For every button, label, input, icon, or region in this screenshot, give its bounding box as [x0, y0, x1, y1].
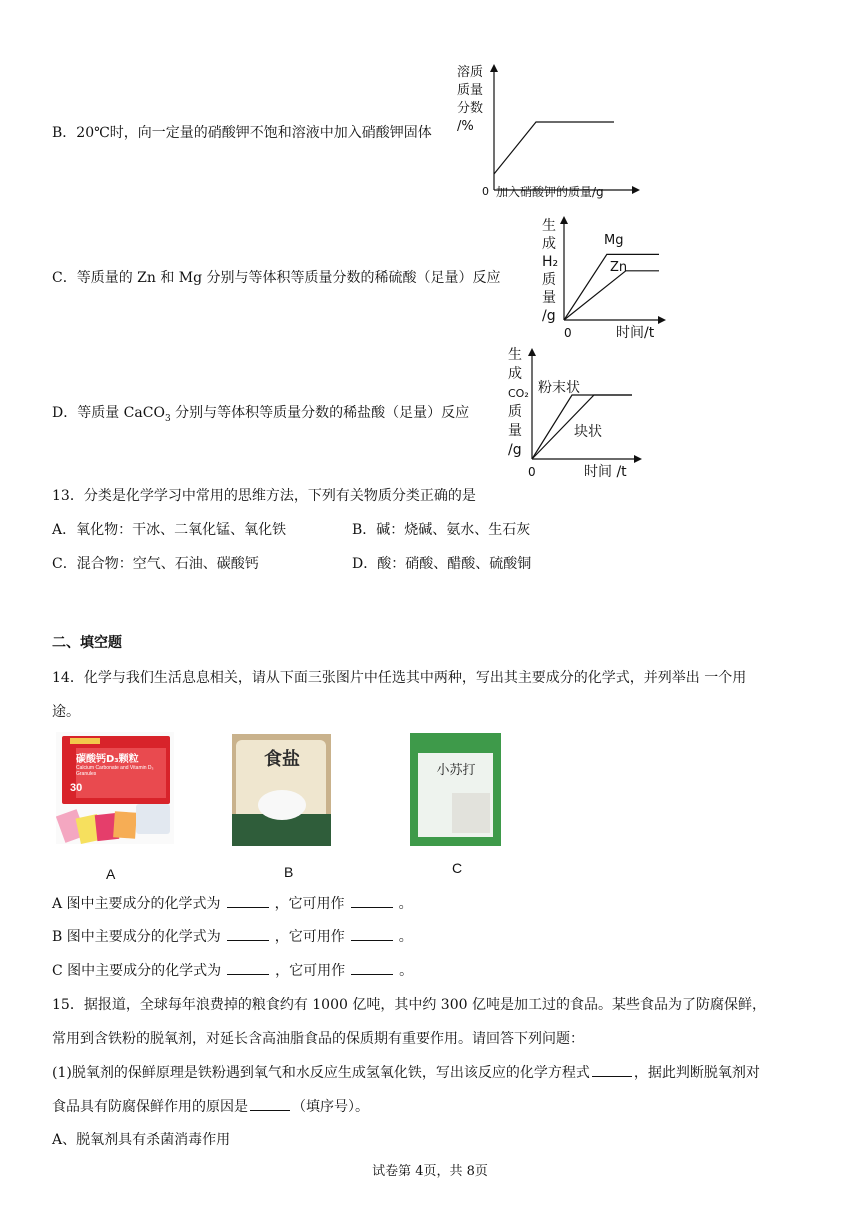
q15-blank-equation[interactable]	[592, 1062, 632, 1077]
q14-fill-c	[52, 960, 413, 981]
q13-stem: 13．分类是化学学习中常用的思维方法，下列有关物质分类正确的是	[52, 488, 476, 504]
chart-solute-fraction	[456, 62, 646, 202]
q14-blank-a-formula[interactable]	[227, 893, 269, 908]
page-footer: 试卷第 4页，共 8页	[372, 1164, 488, 1179]
q14-blank-c-use[interactable]	[351, 960, 393, 975]
q14-fill-a-pre: A 图中主要成分的化学式为	[52, 896, 221, 912]
product-c-name: 小苏打	[436, 763, 476, 778]
q15-line4-post: （填序号）。	[292, 1099, 369, 1115]
option-d-text	[52, 403, 469, 429]
option-d-post: 分别与等体积等质量分数的稀盐酸（足量）反应	[170, 405, 470, 421]
image-label-b: B	[284, 864, 294, 880]
product-image-b	[232, 734, 331, 846]
chart3-origin-label: 0	[528, 465, 536, 479]
q14-stem-line1: 14．化学与我们生活息息相关，请从下面三张图片中任选其中两种，写出其主要成分的化学式，并列举出 一个用	[52, 670, 747, 686]
product-a-count: 30	[70, 782, 83, 794]
product-b-name: 食盐	[264, 749, 300, 770]
option-c-text: C．等质量的 Zn 和 Mg 分别与等体积等质量分数的稀硫酸（足量）反应	[52, 270, 501, 286]
q14-stem-line2: 途。	[52, 704, 80, 720]
chart-co2-mass	[502, 345, 650, 483]
chart1-origin-label: 0	[482, 185, 489, 198]
chart3-xlabel: 时间 /t	[584, 464, 627, 480]
q13-option-c: C．混合物：空气、石油、碳酸钙	[52, 556, 259, 572]
q14-fill-b-pre: B 图中主要成分的化学式为	[52, 929, 221, 945]
q14-fill-b	[52, 926, 413, 947]
image-label-a: A	[106, 866, 116, 882]
chart1-ylabel-line: 质量	[457, 83, 484, 98]
option-d-sub: 3	[164, 413, 171, 424]
option-b-text: B．20℃时，向一定量的硝酸钾不饱和溶液中加入硝酸钾固体	[52, 125, 432, 141]
chart1-ylabel-line: 分数	[457, 101, 484, 116]
chart1-series-line	[494, 122, 614, 174]
option-d-pre: D．等质量 CaCO	[52, 405, 165, 421]
chart2-ylabel-line: 生	[542, 218, 556, 234]
q13-option-d: D．酸：硝酸、醋酸、硫酸铜	[352, 556, 532, 572]
q14-fill-c-pre: C 图中主要成分的化学式为	[52, 963, 222, 979]
image-label-c: C	[452, 860, 463, 876]
chart1-ylabel	[457, 64, 483, 134]
chart3-series-lump-label: 块状	[574, 424, 602, 440]
q15-line2: 常用到含铁粉的脱氧剂，对延长含高油脂食品的保质期有重要作用。请回答下列问题：	[52, 1031, 584, 1047]
chart3-ylabel	[508, 346, 529, 458]
chart1-ylabel-line: /%	[457, 119, 474, 134]
chart2-ylabel-line: 质	[542, 272, 556, 288]
chart2-series-mg-label: Mg	[604, 233, 624, 248]
q14-fill-a	[52, 893, 413, 914]
q15-line3-pre: (1)脱氧剂的保鲜原理是铁粉遇到氧气和水反应生成氢氧化铁，写出该反应的化学方程式	[52, 1065, 590, 1081]
chart2-ylabel-line: 成	[542, 236, 556, 252]
q15-line4	[52, 1096, 369, 1117]
chart2-series-zn-label: Zn	[610, 260, 628, 275]
q14-fill-b-mid: ，它可用作	[274, 929, 345, 945]
chart1-ylabel-line: 溶质	[457, 65, 484, 80]
q14-fill-a-end: 。	[398, 896, 413, 912]
product-a-name: 碳酸钙D₃颗粒	[76, 754, 139, 765]
chart2-ylabel-line: /g	[542, 308, 556, 324]
q13-option-a: A．氧化物：干冰、二氧化锰、氧化铁	[52, 522, 287, 538]
q15-blank-reason[interactable]	[250, 1096, 290, 1111]
chart3-ylabel-line: /g	[508, 442, 522, 458]
section-title: 二、填空题	[52, 635, 122, 651]
chart1-xlabel: 加入硝酸钾的质量/g	[496, 185, 604, 199]
chart-h2-mass	[534, 214, 674, 344]
chart2-xlabel: 时间/t	[616, 325, 655, 341]
q14-fill-c-mid: ，它可用作	[275, 963, 346, 979]
chart2-origin-label: 0	[564, 326, 572, 340]
q15-line4-pre: 食品具有防腐保鲜作用的原因是	[52, 1099, 248, 1115]
product-image-a	[56, 732, 174, 844]
product-image-c	[410, 733, 501, 846]
chart3-series-powder-label: 粉末状	[538, 380, 580, 396]
q15-line3-post: ，据此判断脱氧剂对	[633, 1065, 760, 1081]
q15-line3	[52, 1062, 760, 1083]
q14-blank-b-use[interactable]	[351, 926, 393, 941]
chart3-ylabel-line: 生	[508, 347, 522, 363]
chart2-ylabel-line: H₂	[542, 254, 559, 270]
q15-option-a: A、脱氧剂具有杀菌消毒作用	[52, 1132, 231, 1148]
chart2-ylabel	[542, 217, 558, 324]
chart3-ylabel-line: 量	[508, 423, 522, 439]
q14-blank-b-formula[interactable]	[227, 926, 269, 941]
chart3-ylabel-line: 质	[508, 404, 522, 420]
product-a-subtext: Calcium Carbonate and Vitamin D₃ Granules	[76, 765, 154, 777]
chart3-ylabel-line: 成	[508, 366, 522, 382]
q14-fill-b-end: 。	[398, 929, 413, 945]
chart2-ylabel-line: 量	[542, 290, 556, 306]
q13-option-b: B．碱：烧碱、氨水、生石灰	[352, 522, 531, 538]
q14-fill-a-mid: ，它可用作	[274, 896, 345, 912]
chart2-series-zn-line	[564, 271, 659, 320]
chart3-ylabel-line: CO₂	[508, 387, 529, 400]
q14-blank-c-formula[interactable]	[227, 960, 269, 975]
q15-line1: 15．据报道，全球每年浪费掉的粮食约有 1000 亿吨，其中约 300 亿吨是加工过的食品。某些食品为了防腐保鲜，	[52, 997, 766, 1013]
q14-blank-a-use[interactable]	[351, 893, 393, 908]
q14-fill-c-end: 。	[399, 963, 414, 979]
